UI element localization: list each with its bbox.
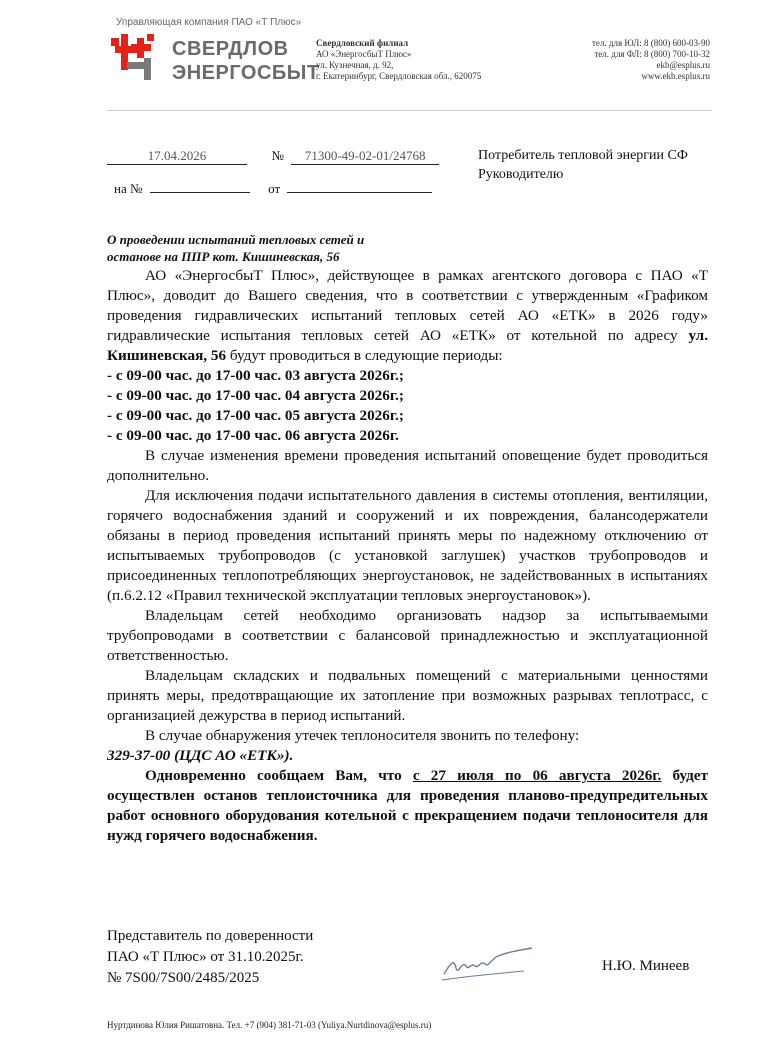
- header-divider: [107, 110, 712, 111]
- subject-line1: О проведении испытаний тепловых сетей и: [107, 232, 365, 247]
- branch-line: г. Екатеринбург, Свердловская обл., 620075: [316, 71, 482, 81]
- intro-text: АО «ЭнергосбыТ Плюс», действующее в рамках агентского договора с ПАО «Т Плюс», доводит до Вашего сведения, что в соответствии с утвержденным «Графиком проведения гидравлических испытаний тепловых сетей АО «ЕТК» в 2026 году» гидравлические испытания тепловых сетей АО «ЕТК» от котельной по адресу: [107, 267, 708, 344]
- branch-line: Свердловский филиал: [316, 38, 409, 48]
- paragraph-requirements: Для исключения подачи испытательного давления в системы отопления, вентиляции, горячего водоснабжения зданий и сооружений и их повреждения, балансодержатели обязаны в период проведения испытаний принять меры по надежному отключению от испытываемых трубопроводов (с установкой заглушек) участков трубопроводов и присоединенных теплопотребляющих энергоустановок, не задействованных в испытаниях (п.6.2.12 «Правил технической эксплуатации тепловых энергоустановок»).: [107, 487, 708, 604]
- paragraph-storage-owners: Владельцам складских и подвальных помещений с материальными ценностями принять меры, предотвращающие их затопление при возможных разрывах теплотрасс, с организацией дежурства в период испытаний.: [107, 667, 708, 724]
- shutdown-text-end: будет осуществлен останов теплоисточника для проведения планово-предупредительных работ основного оборудования котельной с прекращением подачи теплоносителя для нужд горячего водоснабжения.: [107, 767, 708, 844]
- branch-line: АО «ЭнергосбыТ Плюс»: [316, 49, 412, 59]
- shutdown-text: Одновременно сообщаем Вам, что: [145, 767, 413, 784]
- org-caption: Управляющая компания ПАО «Т Плюс»: [116, 17, 302, 28]
- recipient-line1: Потребитель тепловой энергии СФ: [478, 148, 688, 163]
- recipient: [478, 146, 688, 184]
- reference-row: [114, 176, 432, 197]
- number-label: №: [271, 148, 284, 163]
- signatory-title: Представитель по доверенности: [107, 928, 314, 944]
- power-of-attorney: ПАО «Т Плюс» от 31.10.2025г.: [107, 949, 304, 965]
- period-item: - с 09-00 час. до 17-00 час. 06 августа 2026г.: [107, 427, 399, 444]
- doc-date: 17.04.2026: [107, 148, 247, 165]
- executor-footer: Нуртдинова Юлия Ришатовна. Тел. +7 (904) 381-71-03 (Yuliya.Nurtdinova@esplus.ru): [107, 1020, 432, 1030]
- signature-block: [107, 926, 313, 989]
- subject: [107, 231, 437, 265]
- period-item: - с 09-00 час. до 17-00 час. 04 августа 2026г.;: [107, 387, 404, 404]
- shutdown-dates: с 27 июля по 06 августа 2026г.: [412, 767, 662, 784]
- paragraph-shutdown: [107, 766, 708, 846]
- emergency-phone: 329-37-00 (ЦДС АО «ЕТК»).: [107, 747, 294, 764]
- ref-label: на №: [114, 181, 143, 196]
- paragraph-intro: [107, 266, 708, 366]
- phone-individual: тел. для ФЛ: 8 (800) 700-10-32: [594, 49, 710, 59]
- doc-number: 71300-49-02-01/24768: [291, 148, 439, 165]
- ref-number-field: [150, 176, 250, 193]
- paragraph-leak-phone: В случае обнаружения утечек теплоносителя звонить по телефону:: [145, 727, 580, 744]
- phone-legal: тел. для ЮЛ: 8 (800) 600-03-90: [591, 38, 710, 48]
- attorney-number: № 7S00/7S00/2485/2025: [107, 970, 260, 986]
- ref-date-field: [287, 176, 432, 193]
- logo-line1: СВЕРДЛОВ: [172, 38, 289, 60]
- contacts: [520, 38, 710, 82]
- period-item: - с 09-00 час. до 17-00 час. 03 августа 2026г.;: [107, 367, 404, 384]
- branch-address: [316, 38, 546, 82]
- boiler-address: ул. Кишиневская, 56: [107, 327, 708, 364]
- handwritten-signature: [438, 938, 538, 988]
- registration-row: [107, 148, 439, 165]
- logo-wordmark: [172, 37, 320, 85]
- email-link[interactable]: ekb@esplus.ru: [656, 60, 710, 70]
- subject-line2: останове на ППР кот. Кишиневская, 56: [107, 249, 340, 264]
- branch-line: ул. Кузнечная, д. 92,: [316, 60, 394, 70]
- intro-text-end: будут проводиться в следующие периоды:: [226, 347, 503, 364]
- paragraph-notice: В случае изменения времени проведения испытаний оповещение будет проводиться дополнительно.: [107, 447, 708, 484]
- from-label: от: [268, 181, 281, 196]
- signer-name: Н.Ю. Минеев: [602, 958, 690, 974]
- paragraph-network-owners: Владельцам сетей необходимо организовать надзор за испытываемыми трубопроводами в соответствии с балансовой принадлежностью и эксплуатационной ответственностью.: [107, 607, 708, 664]
- logo-mark-icon: [111, 34, 154, 80]
- recipient-line2: Руководителю: [478, 167, 564, 182]
- letter-body: [107, 266, 708, 846]
- logo-line2: ЭНЕРГОСБЫТ: [172, 62, 320, 84]
- period-item: - с 09-00 час. до 17-00 час. 05 августа 2026г.;: [107, 407, 404, 424]
- website-link[interactable]: www.ekb.esplus.ru: [641, 71, 710, 81]
